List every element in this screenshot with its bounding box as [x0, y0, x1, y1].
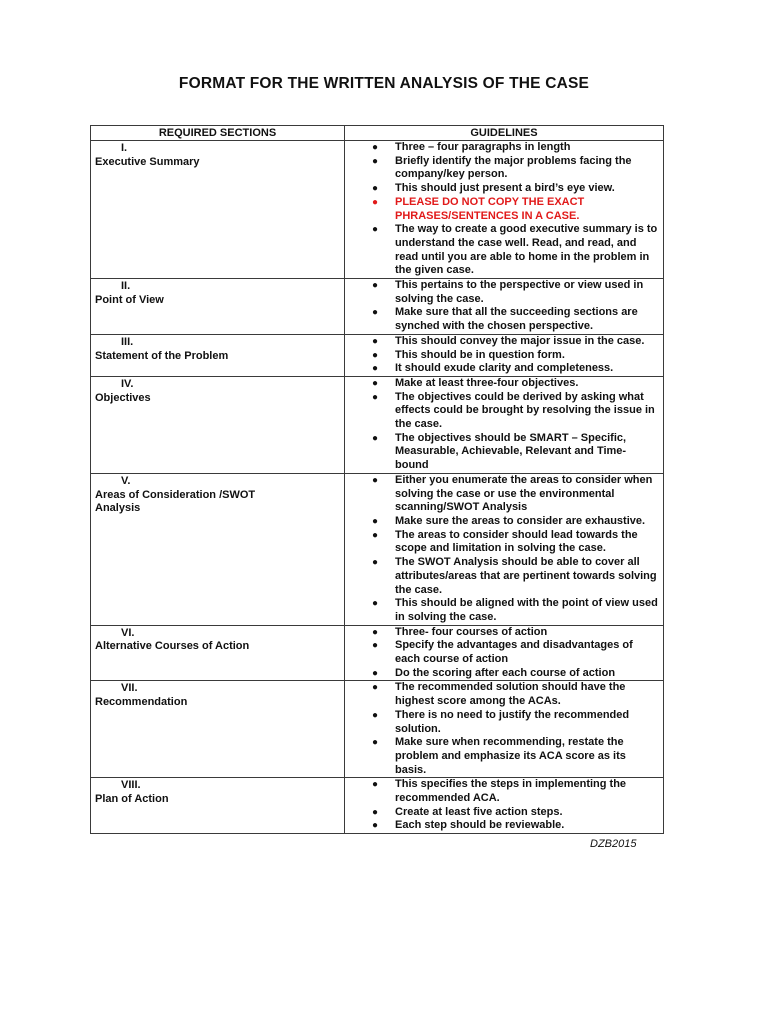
guideline-list	[345, 279, 660, 334]
guideline-item	[345, 362, 660, 376]
section-name: Areas of Consideration /SWOT Analysis	[95, 488, 256, 515]
guideline-text: The recommended solution should have the highest score among the ACAs.	[395, 681, 626, 708]
guideline-list	[345, 141, 660, 278]
guidelines-cell	[345, 376, 664, 473]
guidelines-cell	[345, 778, 664, 834]
section-cell	[91, 376, 345, 473]
bullet-icon: ●	[372, 557, 379, 569]
guideline-item	[345, 223, 660, 278]
guideline-text: This pertains to the perspective or view used in solving the case.	[395, 279, 644, 305]
bullet-icon: ●	[372, 820, 379, 832]
section-number: VI.	[121, 626, 135, 639]
bullet-icon: ●	[372, 363, 379, 375]
guideline-text: The way to create a good executive summary is to understand the case well. Read, and read, and read until you are able to home in the problem in the given case.	[395, 223, 658, 277]
guideline-list	[345, 626, 660, 681]
guideline-item	[345, 806, 660, 820]
document-footer-code: DZB2015	[590, 838, 637, 850]
guideline-item	[345, 709, 660, 736]
bullet-icon: ●	[372, 640, 379, 652]
guideline-item	[345, 515, 660, 529]
section-name: Point of View	[95, 293, 164, 306]
guideline-item	[345, 279, 660, 306]
guideline-list	[345, 474, 660, 625]
section-name: Alternative Courses of Action	[95, 640, 250, 653]
guideline-item	[345, 736, 660, 777]
guideline-text: The areas to consider should lead towards the scope and limitation in solving the case.	[395, 528, 638, 555]
bullet-icon: ●	[372, 349, 379, 361]
section-cell	[91, 279, 345, 335]
guideline-item	[345, 391, 660, 432]
section-cell	[91, 141, 345, 279]
guideline-list	[345, 335, 660, 376]
table-body	[91, 141, 664, 834]
guideline-text: This should be aligned with the point of view used in solving the case.	[395, 597, 658, 623]
guideline-item	[345, 529, 660, 556]
bullet-icon: ●	[372, 280, 379, 292]
table-row	[91, 473, 664, 625]
guideline-item	[345, 681, 660, 708]
guideline-text: Either you enumerate the areas to consider when solving the case or use the environmental scanning/SWOT Analysis	[395, 473, 653, 514]
section-name: Statement of the Problem	[95, 349, 229, 362]
bullet-icon: ●	[372, 183, 379, 195]
guideline-item	[345, 626, 660, 640]
bullet-icon: ●	[372, 598, 379, 610]
bullet-icon: ●	[372, 224, 379, 236]
guideline-text: This should be in question form.	[395, 348, 565, 361]
bullet-icon: ●	[372, 779, 379, 791]
section-name: Plan of Action	[95, 793, 169, 806]
section-number: II.	[121, 280, 131, 293]
bullet-icon: ●	[372, 709, 379, 721]
guideline-list	[345, 778, 660, 833]
bullet-icon: ●	[372, 142, 379, 153]
guideline-item	[345, 182, 660, 196]
section-name: Recommendation	[95, 696, 188, 709]
guideline-list	[345, 377, 660, 473]
guideline-text: It should exude clarity and completeness.	[395, 362, 614, 375]
section-number: IV.	[121, 377, 134, 390]
guideline-text: Make sure that all the succeeding sections are synched with the chosen perspective.	[395, 306, 638, 333]
guideline-text: Three – four paragraphs in length	[395, 141, 571, 153]
guideline-text: Make at least three-four objectives.	[395, 376, 579, 389]
section-cell	[91, 681, 345, 778]
guideline-item	[345, 667, 660, 681]
guideline-item	[345, 335, 660, 349]
section-name: Executive Summary	[95, 155, 200, 168]
guidelines-cell	[345, 625, 664, 681]
guideline-item	[345, 639, 660, 666]
guideline-item	[345, 141, 660, 155]
section-number: III.	[121, 335, 134, 348]
bullet-icon: ●	[372, 335, 379, 347]
section-cell	[91, 778, 345, 834]
guideline-item	[345, 377, 660, 391]
guideline-text: This should convey the major issue in the case.	[395, 334, 645, 347]
guidelines-cell	[345, 334, 664, 376]
guideline-item	[345, 432, 660, 473]
guideline-text: Briefly identify the major problems facing the company/key person.	[395, 154, 632, 181]
guideline-item	[345, 819, 660, 833]
section-cell	[91, 334, 345, 376]
guideline-text: The objectives should be SMART – Specific, Measurable, Achievable, Relevant and Time-bound	[395, 431, 627, 472]
guidelines-cell	[345, 279, 664, 335]
bullet-icon: ●	[372, 432, 379, 444]
guidelines-cell	[345, 473, 664, 625]
bullet-icon: ●	[372, 515, 379, 527]
guideline-item	[345, 349, 660, 363]
section-number: I.	[121, 142, 128, 154]
guideline-text: This specifies the steps in implementing the recommended ACA.	[395, 778, 627, 805]
bullet-icon: ●	[372, 682, 379, 694]
guideline-text: The objectives could be derived by asking what effects could be brought by resolving the issue in the case.	[395, 390, 655, 431]
section-number: V.	[121, 474, 131, 487]
bullet-icon: ●	[372, 626, 379, 638]
guideline-text: Create at least five action steps.	[395, 805, 563, 818]
bullet-icon: ●	[372, 155, 379, 167]
table-header-row	[91, 126, 664, 141]
guideline-item	[345, 597, 660, 624]
table-row	[91, 625, 664, 681]
header-required-sections: REQUIRED SECTIONS	[91, 126, 345, 141]
guideline-text: Three- four courses of action	[395, 625, 548, 638]
bullet-icon: ●	[372, 667, 379, 679]
guideline-text: Specify the advantages and disadvantages of each course of action	[395, 639, 633, 666]
bullet-icon: ●	[372, 529, 379, 541]
guideline-text: This should just present a bird’s eye view.	[395, 182, 615, 195]
section-number: VII.	[121, 682, 138, 695]
section-cell	[91, 473, 345, 625]
section-number: VIII.	[121, 779, 141, 792]
bullet-icon: ●	[372, 391, 379, 403]
guidelines-cell	[345, 141, 664, 279]
guideline-text: Do the scoring after each course of action	[395, 666, 616, 679]
guideline-item	[345, 306, 660, 333]
bullet-icon: ●	[372, 377, 379, 389]
guideline-item	[345, 474, 660, 515]
guideline-item	[345, 556, 660, 597]
bullet-icon: ●	[372, 737, 379, 749]
table-row	[91, 279, 664, 335]
table-row	[91, 141, 664, 279]
bullet-icon: ●	[372, 806, 379, 818]
guideline-text: Make sure the areas to consider are exhaustive.	[395, 514, 646, 527]
guideline-item	[345, 155, 660, 182]
table-row	[91, 334, 664, 376]
guideline-item	[345, 778, 660, 805]
header-guidelines: GUIDELINES	[345, 126, 664, 141]
guideline-list	[345, 681, 660, 777]
bullet-icon: ●	[372, 474, 379, 486]
table-row	[91, 376, 664, 473]
section-cell	[91, 625, 345, 681]
format-table	[90, 125, 664, 834]
bullet-icon: ●	[372, 307, 379, 319]
guideline-text: Each step should be reviewable.	[395, 819, 565, 832]
bullet-icon: ●	[372, 196, 379, 208]
guideline-text: The SWOT Analysis should be able to cover all attributes/areas that are pertinent towards solving the case.	[395, 556, 657, 596]
section-name: Objectives	[95, 391, 151, 404]
table-row	[91, 681, 664, 778]
table-row	[91, 778, 664, 834]
guideline-text: Make sure when recommending, restate the problem and emphasize its ACA score as its basis.	[395, 736, 626, 776]
guideline-item	[345, 196, 660, 223]
guideline-text: PLEASE DO NOT COPY THE EXACT PHRASES/SENTENCES IN A CASE.	[395, 195, 585, 222]
guideline-text: There is no need to justify the recommended solution.	[395, 708, 630, 735]
guidelines-cell	[345, 681, 664, 778]
document-title: FORMAT FOR THE WRITTEN ANALYSIS OF THE CASE	[178, 75, 590, 92]
